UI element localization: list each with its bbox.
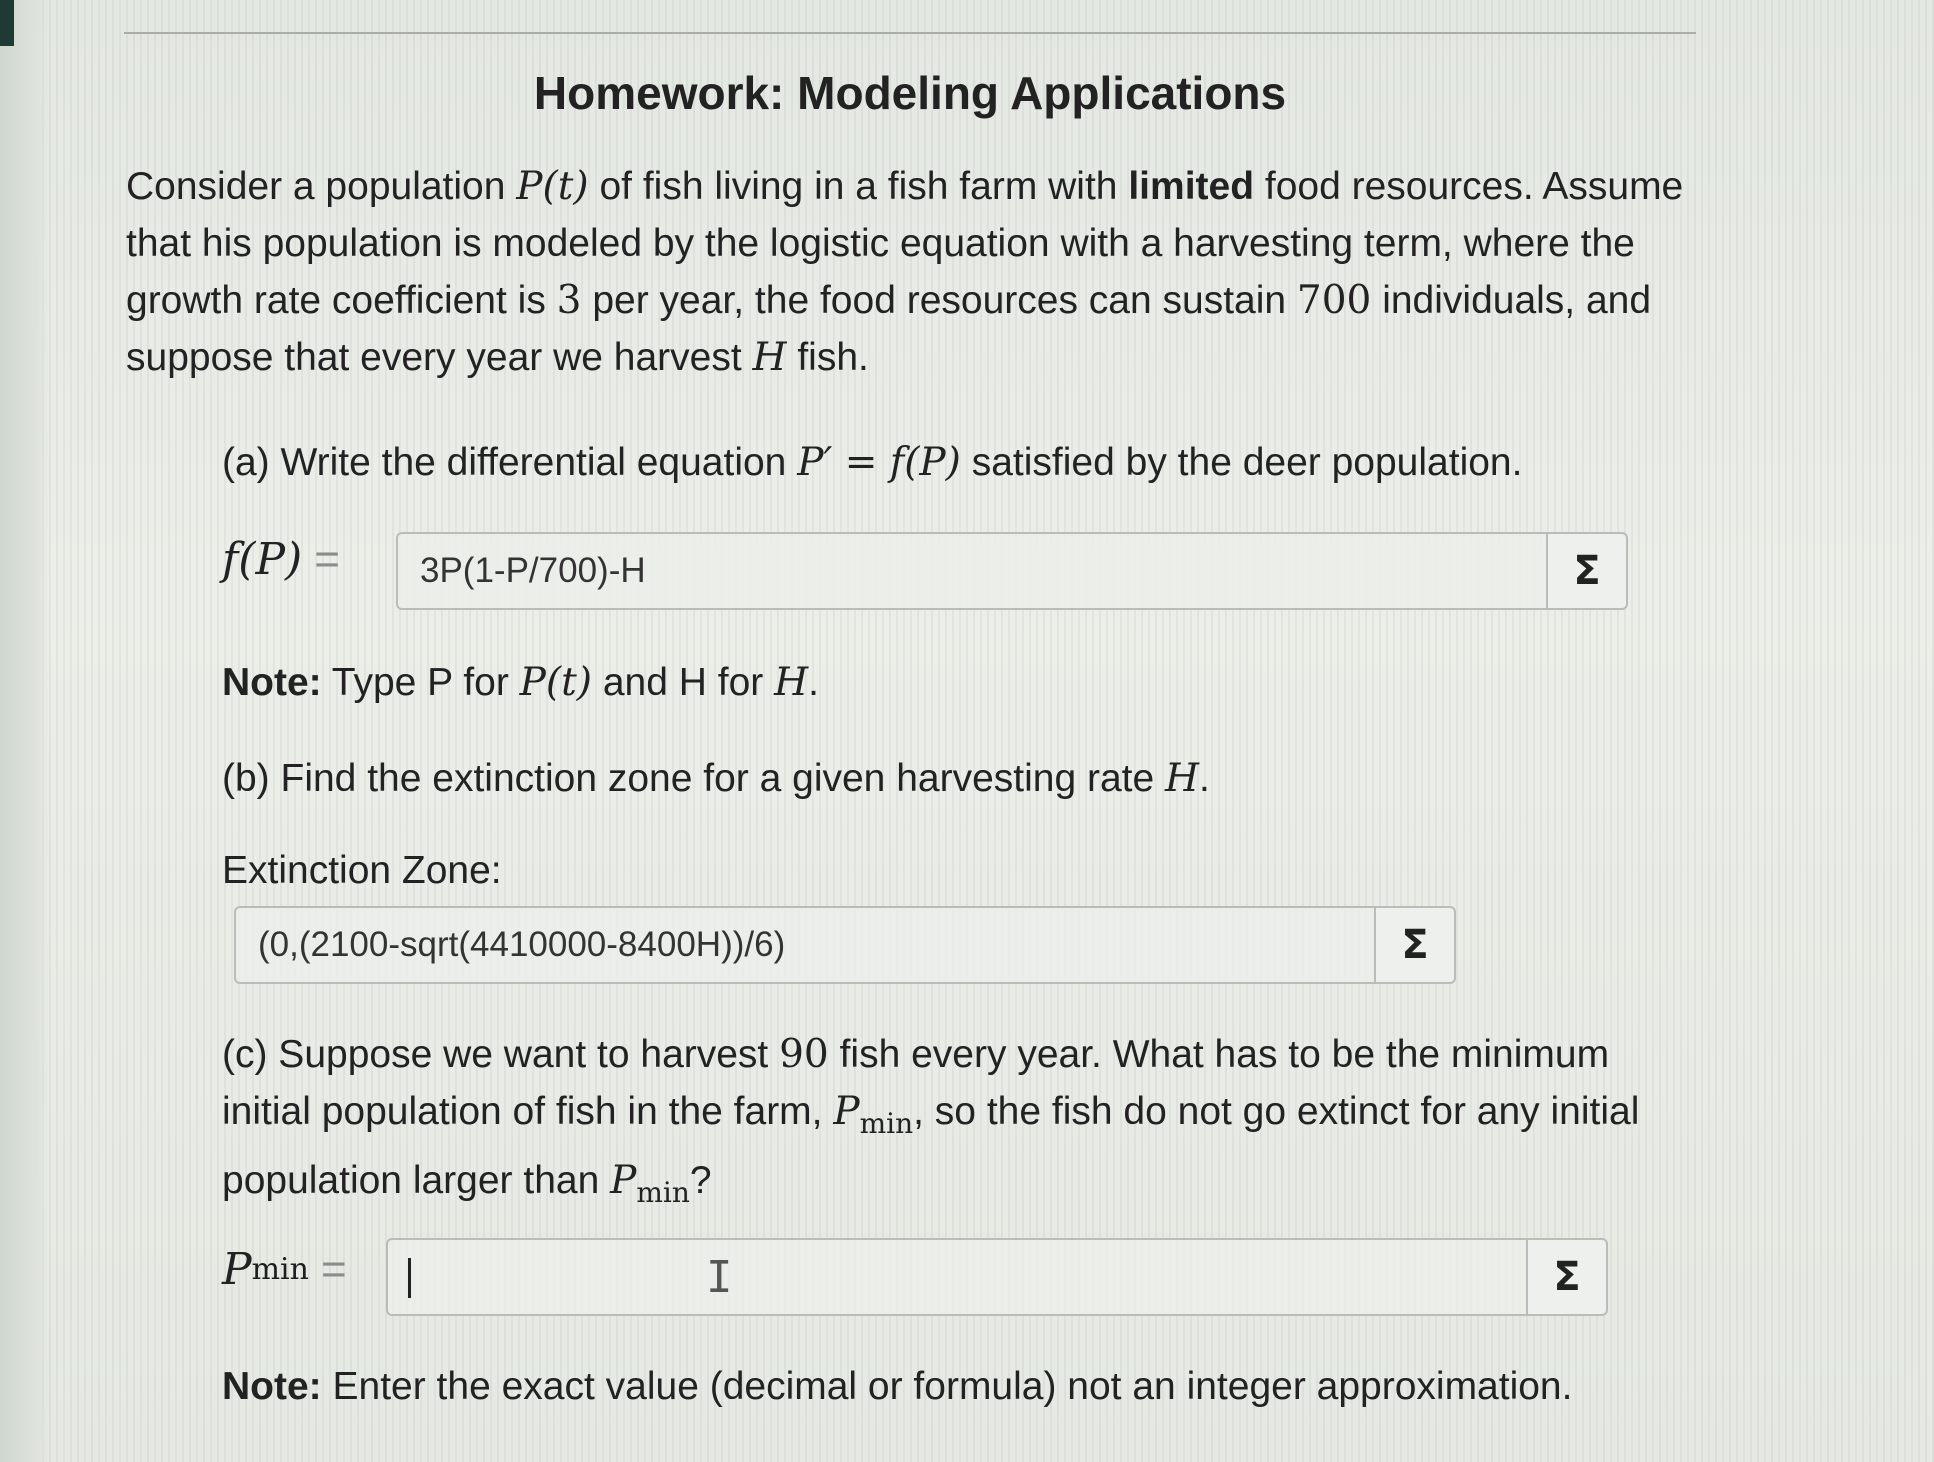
ibeam-cursor-icon: I bbox=[706, 1252, 733, 1303]
part-c-answer-label: P min = bbox=[222, 1244, 347, 1295]
part-b-answer-field[interactable] bbox=[234, 906, 1456, 984]
text-cursor bbox=[408, 1258, 411, 1298]
part-b-answer-value: (0,(2100-sqrt(4410000-8400H))/6) bbox=[258, 925, 786, 964]
top-divider bbox=[124, 32, 1696, 34]
part-c-sigma-button[interactable]: Σ bbox=[1526, 1240, 1606, 1314]
problem-intro: Consider a population P(t) of fish living in a fish farm with limited food resources. Assume that his population is modeled by the logistic equation with a harvesting term, where the growth rate coefficient is 3 per year, the food resources can sustain 700 individuals, and suppose that every year we harvest H fish. bbox=[126, 164, 1684, 380]
part-b-question: (b) Find the extinction zone for a given harvesting rate H. bbox=[222, 756, 1210, 801]
extinction-zone-label: Extinction Zone: bbox=[222, 849, 502, 892]
math-differential-eq: P′ = f(P) bbox=[797, 440, 961, 485]
part-c-answer-field[interactable] bbox=[386, 1238, 1608, 1316]
part-c-question: (c) Suppose we want to harvest 90 fish every year. What has to be the minimum initial population of fish in the farm, $P_{min}$, so the fish do not go extinct for any initial population larger than $P_{min}$? bbox=[222, 1032, 1640, 1209]
screen-left-edge bbox=[0, 0, 50, 1462]
part-a-answer-label: f(P) = bbox=[222, 534, 340, 585]
bold-limited: limited bbox=[1128, 165, 1255, 208]
math-capacity: 700 bbox=[1296, 278, 1372, 323]
part-c-note: Note: Enter the exact value (decimal or formula) not an integer approximation. bbox=[222, 1365, 1573, 1408]
part-a-question: (a) Write the differential equation P′ = f(P) satisfied by the deer population. bbox=[222, 440, 1523, 485]
math-h: H bbox=[752, 335, 787, 380]
math-rate: 3 bbox=[556, 278, 582, 323]
part-a-note: Note: Type P for P(t) and H for H. bbox=[222, 660, 819, 705]
part-a-answer-field[interactable] bbox=[396, 532, 1628, 610]
part-a-answer-value: 3P(1-P/700)-H bbox=[420, 551, 646, 590]
math-p-of-t: P(t) bbox=[516, 164, 589, 209]
part-a-sigma-button[interactable]: Σ bbox=[1546, 534, 1626, 608]
corner-tab bbox=[0, 0, 14, 46]
part-b-sigma-button[interactable]: Σ bbox=[1374, 908, 1454, 982]
page-title: Homework: Modeling Applications bbox=[533, 67, 1287, 119]
